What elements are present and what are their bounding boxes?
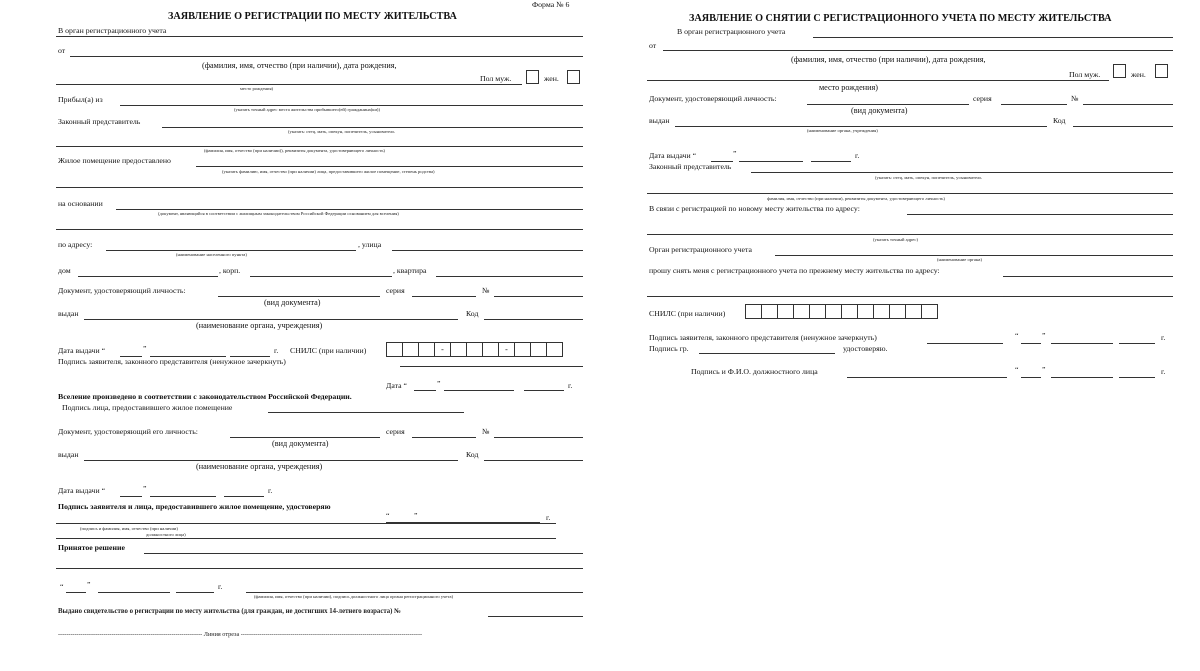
official-quote-close: ” [1042,365,1046,374]
locality-hint: (наименование населенного пункта) [176,252,247,257]
date-label: Дата “ [386,381,407,390]
provider-code-line[interactable] [484,460,583,461]
from-label: от [58,46,66,55]
fio-hint: (фамилия, имя, отчество (при наличии), дата рождения, [791,55,986,64]
signature-applicant-label: Подпись заявителя, законного представителя (ненужное зачеркнуть) [649,333,877,342]
issue-date-quote: ” [733,149,737,158]
to-organ-label: В орган регистрационного учета [58,26,167,35]
provider-signature-label: Подпись лица, предоставившего жилое помещение [62,403,233,412]
code-label: Код [1053,116,1066,125]
signatures-certify: Подпись заявителя и лица, предоставившего жилое помещение, удостоверяю [58,502,331,511]
provider-signature-line[interactable] [268,412,464,413]
provider-issue-year-label: г. [268,486,273,495]
provider-issue-month-line[interactable] [150,496,216,497]
doc-type-hint: (вид документа) [264,298,321,307]
legal-rep-label: Законный представитель [649,162,732,171]
snils-digit-box[interactable] [745,304,762,319]
sex-female-label: жен. [544,74,559,83]
locality-line[interactable] [106,250,356,251]
official-hint-1: (подпись и фамилия, имя, отчество (при наличии) [80,526,178,531]
snils-digit-box[interactable] [889,304,906,319]
snils-digit-box[interactable] [841,304,858,319]
provider-number-line[interactable] [494,437,583,438]
form-number: Форма № 6 [532,0,570,9]
snils-digit-box[interactable] [857,304,874,319]
housing-line-2[interactable] [56,187,583,188]
official-year-line[interactable] [1119,377,1155,378]
snils-digit-box[interactable] [402,342,419,357]
series-label: серия [386,286,405,295]
street-label: , улица [358,240,382,249]
cut-line: ---------------------------------------------------------------------- Линия отреза ---------------------------------------------------------------------------------------- [58,631,423,638]
basis-line-2[interactable] [56,229,583,230]
organ-name-hint: (наименование органа) [937,257,982,262]
building-label: , корп. [219,266,241,275]
provider-number-label: № [482,427,490,436]
signature-applicant-label: Подпись заявителя, законного представителя (ненужное зачеркнуть) [58,357,286,366]
issue-year-label: г. [274,346,279,355]
official-month-line[interactable] [1051,377,1113,378]
provider-series-label: серия [386,427,405,436]
provider-issuer-hint: (наименование органа, учреждения) [196,462,323,471]
legal-rep-doc-line[interactable] [647,193,1173,194]
decision-quote-open: “ [60,582,64,591]
sex-male-label: Пол муж. [480,74,512,83]
old-address-line[interactable] [1003,276,1173,277]
legal-rep-line[interactable] [162,127,583,128]
number-line[interactable] [494,296,583,297]
issue-year-label: г. [855,151,860,160]
snils-digit-box[interactable] [793,304,810,319]
id-doc-label: Документ, удостоверяющий личность: [649,94,777,103]
official-day-line[interactable] [1021,377,1041,378]
legal-rep-hint: (указать: отец, мать, опекун, попечитель, усыновитель [875,175,982,180]
housing-label: Жилое помещение предоставлено [58,156,171,165]
certify-quote-close: ” [414,511,418,520]
basis-hint: (документ, являющийся в соответствии с жилищным законодательством Российской Федерации основанием для вселения) [158,211,399,216]
legal-rep-label: Законный представитель [58,117,141,126]
date-month-line[interactable] [444,390,514,391]
snils-digit-box[interactable] [530,342,547,357]
code-label: Код [466,309,479,318]
date-day-line[interactable] [414,390,436,391]
issue-year-line[interactable] [811,161,851,162]
certificate-label: Выдано свидетельство о регистрации по месту жительства (для граждан, не достигших 14-летнего возраста) № [58,608,401,615]
snils-digit-box[interactable] [825,304,842,319]
decision-line-2[interactable] [56,568,583,569]
issuer-hint: (наименование органа, учреждения) [196,321,323,330]
id-doc-label: Документ, удостоверяющий личность: [58,286,186,295]
certify-label: удостоверяю. [843,344,888,353]
fio-line[interactable] [647,80,1109,81]
reg-organ-line[interactable] [775,255,1173,256]
legal-rep-doc-hint: фамилия, имя, отчество (при наличии), реквизиты документа, удостоверяющего личность) [767,196,945,201]
snils-digit-box[interactable] [418,342,435,357]
from-line[interactable] [70,56,583,57]
official-organ-line[interactable] [246,592,583,593]
house-label: дом [58,266,71,275]
old-address-line-2[interactable] [647,296,1173,297]
number-label: № [482,286,490,295]
issue-date-label: Дата выдачи “ [58,346,106,355]
decision-quote-close: ” [87,580,91,589]
series-label: серия [973,94,992,103]
exact-address-hint: (указать точный адрес) [873,237,918,242]
apartment-label: , квартира [393,266,427,275]
snils-digit-box[interactable] [777,304,794,319]
date-quote-open: “ [1015,331,1019,340]
issued-label: выдан [649,116,670,125]
decision-year-line[interactable] [176,592,214,593]
snils-digit-box[interactable] [546,342,563,357]
legal-rep-hint: (указать: отец, мать, опекун, попечитель, усыновитель [288,129,395,134]
snils-dash-box: - [434,342,451,357]
fio-line[interactable] [56,84,522,85]
decision-year-label: г. [218,582,223,591]
reg-organ-label: Орган регистрационного учета [649,245,752,254]
new-address-line-2[interactable] [647,234,1173,235]
date-day-line[interactable] [1021,343,1041,344]
house-line[interactable] [78,276,218,277]
from-line[interactable] [663,50,1173,51]
to-organ-label: В орган регистрационного учета [677,27,786,36]
number-label: № [1071,94,1079,103]
snils-digit-box[interactable] [873,304,890,319]
date-year-label: г. [568,381,573,390]
snils-digit-box[interactable] [905,304,922,319]
snils-digit-box[interactable] [482,342,499,357]
decision-month-line[interactable] [98,592,170,593]
form-title: ЗАЯВЛЕНИЕ О СНЯТИИ С РЕГИСТРАЦИОННОГО УЧЕТА ПО МЕСТУ ЖИТЕЛЬСТВА [689,13,1112,24]
fio-hint: (фамилия, имя, отчество (при наличии), дата рождения, [202,61,397,70]
sex-female-checkbox[interactable] [567,70,580,84]
official-organ-hint: (фамилия, имя, отчество (при наличии), подпись должностного лица органа регистрационного учета) [254,594,454,599]
provider-issue-year-line[interactable] [224,496,264,497]
basis-line[interactable] [116,209,583,210]
snils-digit-box[interactable] [761,304,778,319]
decision-label: Принятое решение [58,543,125,552]
request-label: прошу снять меня с регистрационного учета по прежнему месту жительства по адресу: [649,266,940,275]
date-year-line[interactable] [524,390,564,391]
series-line[interactable] [412,296,476,297]
code-line[interactable] [484,319,583,320]
address-label: по адресу: [58,240,93,249]
official-signature-line[interactable] [56,523,556,524]
certify-year-label: г. [546,513,551,522]
legal-rep-line[interactable] [751,172,1173,173]
arrived-from-label: Прибыл(а) из [58,95,103,104]
snils-digit-box[interactable] [921,304,938,319]
new-address-line[interactable] [907,214,1173,215]
official-signature-label: Подпись и Ф.И.О. должностного лица [691,367,818,376]
number-line[interactable] [1083,104,1173,105]
provider-series-line[interactable] [412,437,476,438]
apartment-line[interactable] [436,276,583,277]
snils-digit-box[interactable] [466,342,483,357]
settlement-statement: Вселение произведено в соответствии с законодательством Российской Федерации. [58,392,352,401]
issued-label: выдан [58,309,79,318]
snils-dash-box: - [498,342,515,357]
basis-label: на основании [58,199,103,208]
sex-male-label: Пол муж. [1069,70,1101,79]
snils-digit-box[interactable] [386,342,403,357]
official-quote-open: “ [1015,365,1019,374]
birthplace-hint: место рождения) [819,83,878,92]
street-line[interactable] [392,250,583,251]
issued-line[interactable] [675,126,1047,127]
snils-label: СНИЛС (при наличии) [649,309,726,318]
arrived-hint: (указать точный адрес места жительства прибывшего(ей) гражданина(ки)) [234,107,380,112]
date-quote: ” [437,379,441,388]
issue-month-line[interactable] [739,161,803,162]
decision-day-line[interactable] [66,592,86,593]
form-title: ЗАЯВЛЕНИЕ О РЕГИСТРАЦИИ ПО МЕСТУ ЖИТЕЛЬСТВА [168,11,457,22]
citizen-signature-line[interactable] [699,353,835,354]
provider-id-doc-label: Документ, удостоверяющий его личность: [58,427,198,436]
date-year-label: г. [1161,333,1166,342]
provider-issue-date-quote: ” [143,484,147,493]
birthplace-hint: место рождения) [240,86,274,91]
from-label: от [649,41,657,50]
building-line[interactable] [250,276,392,277]
legal-rep-doc-line[interactable] [56,146,583,147]
citizen-signature-label: Подпись гр. [649,344,689,353]
sex-female-label: жен. [1131,70,1146,79]
provider-code-label: Код [466,450,479,459]
doc-type-hint: (вид документа) [851,106,908,115]
new-address-label: В связи с регистрацией по новому месту жительства по адресу: [649,204,860,213]
code-line[interactable] [1073,126,1173,127]
snils-digit-box[interactable] [450,342,467,357]
provider-issue-day-line[interactable] [120,496,142,497]
issue-date-label: Дата выдачи “ [649,151,697,160]
certificate-number-line[interactable] [488,616,583,617]
sex-male-checkbox[interactable] [1113,64,1126,78]
arrived-from-line[interactable] [120,105,583,106]
provider-issued-label: выдан [58,450,79,459]
official-hint-2: должностного лица) [146,532,186,537]
date-month-line[interactable] [1051,343,1113,344]
series-line[interactable] [1001,104,1067,105]
housing-hint: (указать фамилию, имя, отчество (при наличии) лица, предоставившего жилое помещение, степень родства) [222,169,435,174]
sex-female-checkbox[interactable] [1155,64,1168,78]
date-year-line[interactable] [1119,343,1155,344]
official-year-label: г. [1161,367,1166,376]
legal-rep-doc-hint: (фамилия, имя, отчество (при наличии)), реквизиты документа, удостоверяющего личность) [204,148,385,153]
snils-digit-box[interactable] [809,304,826,319]
provider-issue-date-label: Дата выдачи “ [58,486,106,495]
issue-date-quote: ” [143,344,147,353]
housing-line[interactable] [196,166,583,167]
signature-applicant-line[interactable] [927,343,1003,344]
certify-quote-open: “ [386,511,390,520]
issuer-hint: (наименование органа, учреждения) [807,128,878,133]
sex-male-checkbox[interactable] [526,70,539,84]
provider-doc-type-hint: (вид документа) [272,439,329,448]
to-organ-line[interactable] [813,37,1173,38]
to-organ-line[interactable] [56,36,583,37]
snils-digit-box[interactable] [514,342,531,357]
date-quote-close: ” [1042,331,1046,340]
official-line-2[interactable] [56,538,556,539]
decision-line[interactable] [144,553,583,554]
signature-applicant-line[interactable] [400,366,583,367]
official-signature-line[interactable] [847,377,1007,378]
snils-label: СНИЛС (при наличии) [290,346,367,355]
